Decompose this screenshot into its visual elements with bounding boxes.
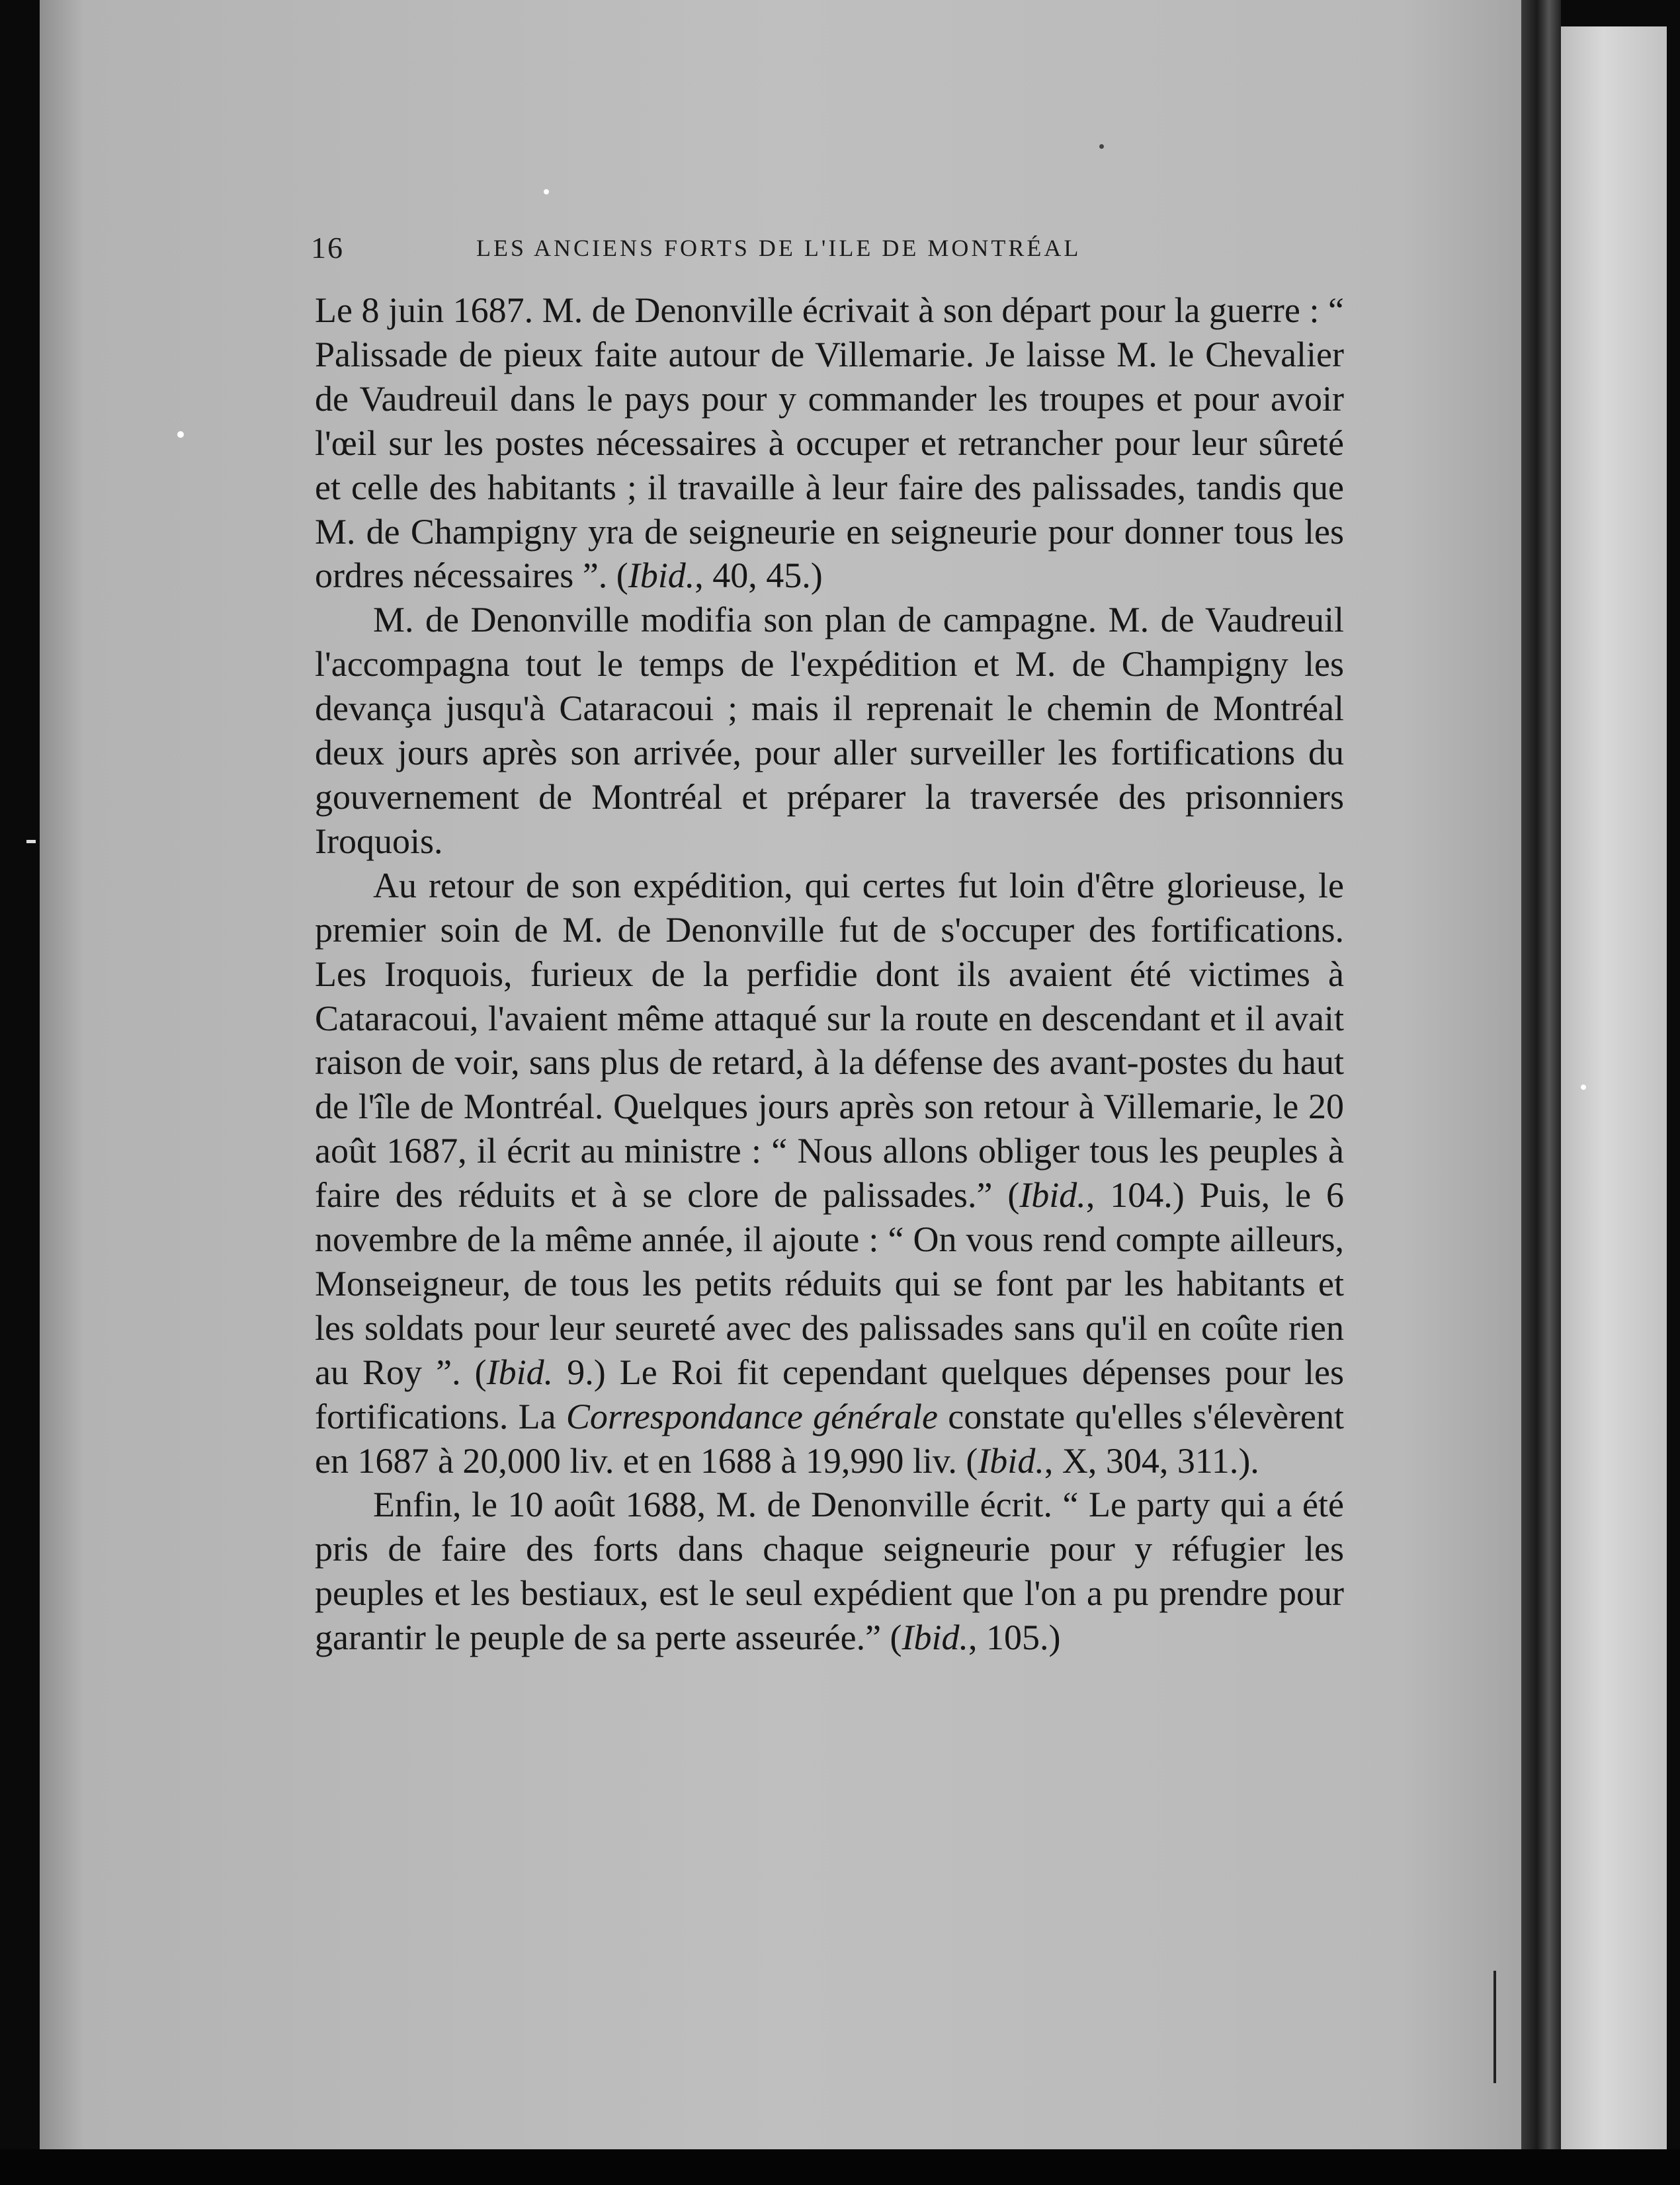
running-title: LES ANCIENS FORTS DE L'ILE DE MONTRÉAL — [476, 235, 1081, 261]
paragraph — [315, 288, 1344, 598]
scratch-mark — [1493, 1971, 1496, 2083]
text-run: Au retour de son expédition, qui certes fut loin d'être glorieuse, le premier soin de M. de Denonville fut de s'occuper des fortifications. Les Iroquois, furieux de la perfidie dont ils avaient été victimes à Cataracoui, l'avaient même attaqué sur la route en descendant et il avait raison de voir, sans plus de retard, à la défense des avant-postes du haut de l'île de Montréal. Quelques jours après son retour à Villemarie, le 20 août 1687, il écrit au ministre : “ Nous allons obliger tous les peuples à faire des réduits et à se clore de palissades.” ( — [315, 865, 1344, 1216]
bottom-border — [0, 2149, 1680, 2185]
paragraph — [315, 864, 1344, 1483]
dust-speck — [544, 189, 549, 194]
text-run: , X, 304, 311.). — [1044, 1440, 1259, 1481]
text-run: , 40, 45.) — [694, 556, 823, 596]
adjacent-page-strip — [1561, 26, 1667, 2182]
paragraph — [315, 1483, 1344, 1660]
italic-text-run: Ibid. — [1019, 1175, 1086, 1216]
body-text — [315, 288, 1344, 1660]
italic-text-run: Ibid. — [486, 1352, 554, 1392]
page-number: 16 — [311, 231, 344, 265]
dust-speck — [177, 431, 184, 438]
italic-text-run: Correspondance générale — [566, 1396, 939, 1436]
text-run: Enfin, le 10 août 1688, M. de Denonville écrit. “ Le party qui a été pris de faire des forts dans chaque seigneurie pour y réfugier les peuples et les bestiaux, est le seul expédient que l'on a pu prendre pour garantir le peuple de sa perte asseurée.” ( — [315, 1485, 1344, 1658]
italic-text-run: Ibid. — [628, 556, 695, 596]
text-run: , 104.) Puis, le 6 novembre de la même année, il ajoute : “ On vous rend compte ailleurs, Monseigneur, de tous les petits réduits qui se font par les habitants et les soldats pour leur seureté avec des palissades sans qu'il en coûte rien au Roy ”. ( — [315, 1175, 1344, 1392]
dust-speck — [1581, 1085, 1586, 1090]
text-run: 9.) Le Roi fit cependant quelques dépenses pour les fortifications. La — [315, 1352, 1345, 1436]
scratch-mark — [26, 840, 36, 843]
italic-text-run: Ibid. — [902, 1618, 969, 1658]
text-run: constate qu'elles s'élevèrent en 1687 à 20,000 liv. et en 1688 à 19,990 liv. ( — [315, 1396, 1344, 1481]
page-header — [311, 230, 1343, 270]
italic-text-run: Ibid. — [978, 1440, 1044, 1481]
text-run: , 105.) — [968, 1618, 1061, 1658]
paragraph — [315, 598, 1344, 863]
text-run: Le 8 juin 1687. M. de Denonville écrivait à son départ pour la guerre : “ Palissade de pieux faite autour de Villemarie. Je laisse M. le Chevalier de Vaudreuil dans le pays pour y commander les troupes et pour avoir l'œil sur les postes nécessaires à occuper et retrancher pour leur sûreté et celle des habitants ; il travaille à leur faire des palissades, tandis que M. de Champigny yra de seigneurie en seigneurie pour donner tous les ordres nécessaires ”. ( — [315, 290, 1344, 596]
text-run: M. de Denonville modifia son plan de campagne. M. de Vaudreuil l'accompagna tout le temps de l'expédition et M. de Champigny les devança jusqu'à Cataracoui ; mais il reprenait le chemin de Montréal deux jours après son arrivée, pour aller surveiller les fortifications du gouvernement de Montréal et préparer la traversée des prisonniers Iroquois. — [315, 600, 1344, 861]
dust-speck — [1099, 144, 1104, 149]
binding-edge — [1521, 0, 1561, 2185]
